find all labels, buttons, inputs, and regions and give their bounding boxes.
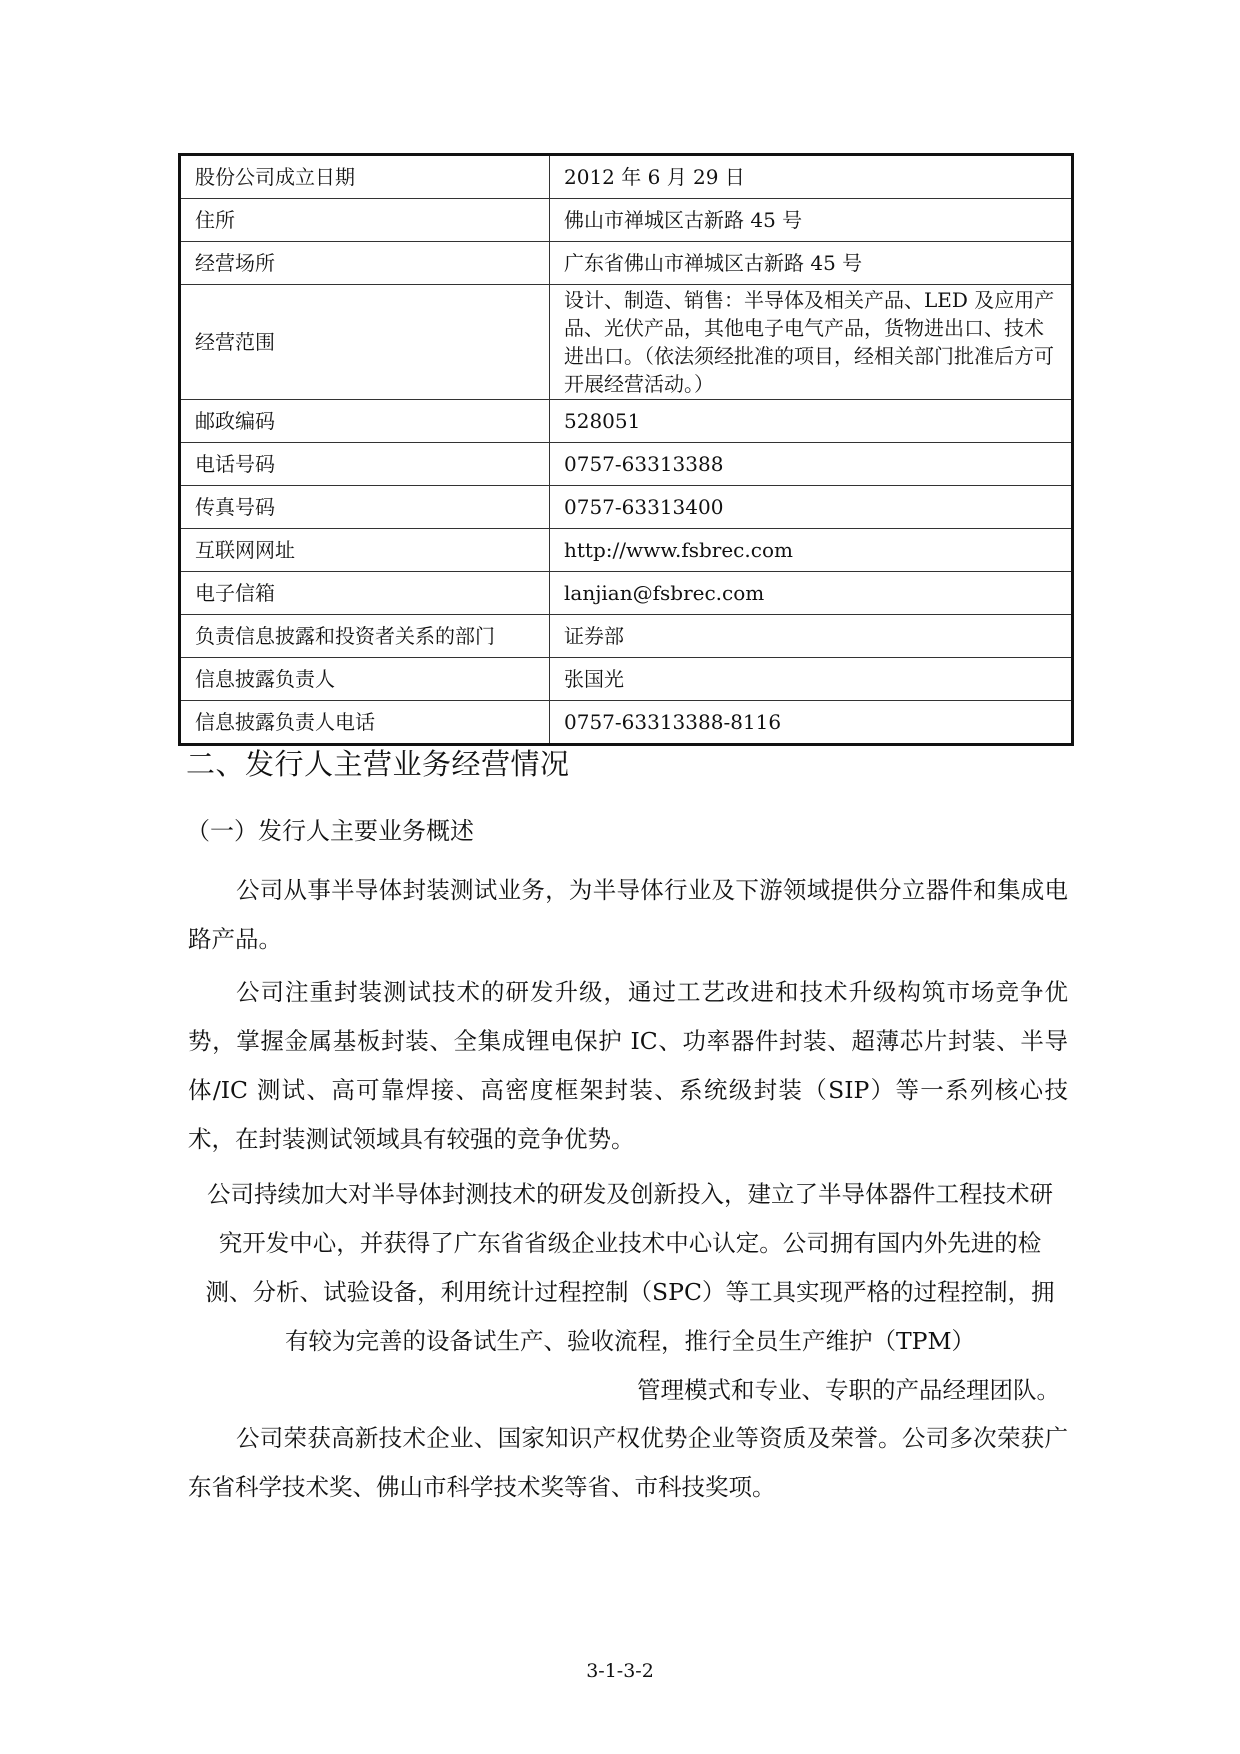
row-label: 邮政编码: [180, 400, 550, 443]
table-row: [180, 615, 1073, 658]
row-value: 设计、制造、销售：半导体及相关产品、LED 及应用产品、光伏产品，其他电子电气产品，货物进出口、技术进出口。（依法须经批准的项目，经相关部门批准后方可开展经营活动。）: [550, 285, 1073, 400]
table-row: [180, 701, 1073, 745]
body-paragraph: 公司从事半导体封装测试业务，为半导体行业及下游领域提供分立器件和集成电路产品。: [188, 876, 1068, 953]
row-label: 负责信息披露和投资者关系的部门: [180, 615, 550, 658]
row-value: 广东省佛山市禅城区古新路 45 号: [550, 242, 1073, 285]
row-label: 经营范围: [180, 285, 550, 400]
company-info-table: [178, 153, 1074, 746]
body-paragraph: 公司注重封装测试技术的研发升级，通过工艺改进和技术升级构筑市场竞争优势，掌握金属基板封装、全集成锂电保护 IC、功率器件封装、超薄芯片封装、半导体/IC 测试、高可靠焊接、高密度框架封装、系统级封装（SIP）等一系列核心技术，在封装测试领域具有较强的竞争优势。: [188, 978, 1068, 1153]
paragraph-text: 公司持续加大对半导体封测技术的研发及创新投入，建立了半导体器件工程技术研究开发中心，并获得了广东省省级企业技术中心认定。公司拥有国内外先进的检测、分析、试验设备，利用统计过程控制（SPC）等工具实现严格的过程控制，拥有较为完善的设备试生产、验收流程，推行全员生产维护（TPM）: [205, 1180, 1055, 1355]
body-paragraph: 公司荣获高新技术企业、国家知识产权优势企业等资质及荣誉。公司多次荣获广东省科学技术奖、佛山市科学技术奖等省、市科技奖项。: [188, 1424, 1068, 1501]
table-row: [180, 400, 1073, 443]
row-value: 2012 年 6 月 29 日: [550, 155, 1073, 199]
row-label: 信息披露负责人电话: [180, 701, 550, 745]
row-value: 0757-63313388: [550, 443, 1073, 486]
table-row: [180, 242, 1073, 285]
row-value: 佛山市禅城区古新路 45 号: [550, 199, 1073, 242]
table-row: [180, 529, 1073, 572]
table-row: [180, 285, 1073, 400]
row-value: 0757-63313388-8116: [550, 701, 1073, 745]
paragraph-last-line: 管理模式和专业、专职的产品经理团队。: [637, 1376, 1060, 1404]
table-row: [180, 199, 1073, 242]
row-value: 证券部: [550, 615, 1073, 658]
section-subheading: （一）发行人主要业务概述: [186, 817, 474, 845]
page-number: 3-1-3-2: [586, 1660, 654, 1682]
row-value: 张国光: [550, 658, 1073, 701]
row-label: 经营场所: [180, 242, 550, 285]
row-label: 股份公司成立日期: [180, 155, 550, 199]
table-row: [180, 572, 1073, 615]
table-row: [180, 658, 1073, 701]
table-row: [180, 443, 1073, 486]
row-value: http://www.fsbrec.com: [550, 529, 1073, 572]
section-heading: 二、发行人主营业务经营情况: [186, 747, 570, 781]
row-label: 互联网网址: [180, 529, 550, 572]
table-row: [180, 155, 1073, 199]
row-value: lanjian@fsbrec.com: [550, 572, 1073, 615]
row-value: 0757-63313400: [550, 486, 1073, 529]
body-paragraph: [200, 1170, 1060, 1415]
row-label: 住所: [180, 199, 550, 242]
table-row: [180, 486, 1073, 529]
row-label: 传真号码: [180, 486, 550, 529]
row-label: 信息披露负责人: [180, 658, 550, 701]
row-label: 电子信箱: [180, 572, 550, 615]
row-value: 528051: [550, 400, 1073, 443]
row-label: 电话号码: [180, 443, 550, 486]
